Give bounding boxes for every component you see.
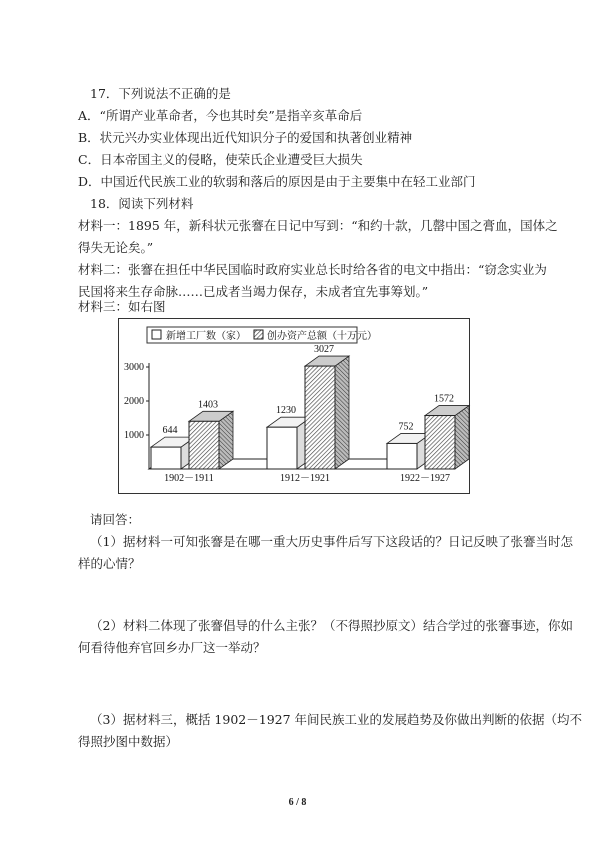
y-tick-label: 1000 (124, 430, 144, 441)
q17-option-a: A．“所谓产业革命者，今也其时矣”是指辛亥革命后 (78, 108, 363, 123)
y-tick-label: 3000 (124, 362, 144, 373)
bar-value-label: 3027 (314, 344, 334, 356)
material-3-label: 材料三：如右图 (78, 299, 166, 314)
y-tick-label: 2000 (124, 396, 144, 407)
bar-value-label: 644 (162, 425, 178, 437)
q17-option-b: B．状元兴办实业体现出近代知识分子的爱国和执著创业精神 (78, 130, 413, 145)
part-2-line-1: （2）材料二体现了张謇倡导的什么主张？（不得照抄原文）结合学过的张謇事迹，你如 (90, 618, 573, 633)
bar-value-label: 1230 (276, 405, 296, 417)
x-tick-label: 1902－1911 (164, 473, 214, 484)
part-1-line-2: 样的心情？ (78, 556, 141, 571)
bar-value-label: 752 (398, 421, 414, 433)
legend-swatch-factories (152, 330, 161, 339)
q17-stem: 17．下列说法不正确的是 (90, 86, 231, 101)
material-1-line-1: 材料一：1895 年，新科状元张謇在日记中写到：“和约十款，几罄中国之膏血，国体之 (78, 218, 558, 233)
material-2-line-2: 民国将来生存命脉……已成者当竭力保存，未成者宜先事筹划。” (78, 284, 429, 299)
q17-option-c: C．日本帝国主义的侵略，使荣氏企业遭受巨大损失 (78, 152, 363, 167)
page-number: 6 / 8 (288, 797, 307, 808)
bar-side (335, 356, 349, 469)
bar-side (455, 406, 469, 469)
part-1-line-1: （1）据材料一可知张謇是在哪一重大历史事件后写下这段话的？日记反映了张謇当时怎 (90, 534, 573, 549)
factory-chart-svg (119, 319, 471, 495)
part-3-line-2: 得照抄图中数据） (78, 734, 179, 749)
bar (425, 416, 455, 469)
part-3-line-1: （3）据材料三，概括 1902－1927 年间民族工业的发展趋势及你做出判断的依据（均不 (90, 712, 583, 727)
bar (387, 443, 417, 469)
bar (151, 447, 181, 469)
q18-stem: 18．阅读下列材料 (90, 196, 194, 211)
part-2-line-2: 何看待他弃官回乡办厂这一举动？ (78, 640, 266, 655)
legend-swatch-capital (254, 330, 263, 339)
bar-value-label: 1403 (198, 399, 218, 411)
bar (267, 427, 297, 469)
bar (305, 366, 335, 469)
answer-prompt: 请回答： (90, 512, 141, 527)
legend-label-factories: 新增工厂数（家） (166, 331, 246, 342)
q17-option-d: D．中国近代民族工业的软弱和落后的原因是由于主要集中在轻工业部门 (78, 174, 476, 189)
material-1-line-2: 得失无论矣。” (78, 240, 154, 255)
bar (189, 421, 219, 469)
legend-label-capital: 创办资产总额（十万元） (267, 331, 377, 342)
bar-value-label: 1572 (434, 393, 454, 405)
factory-chart (118, 318, 470, 494)
x-tick-label: 1922－1927 (400, 473, 450, 484)
material-2-line-1: 材料二：张謇在担任中华民国临时政府实业总长时给各省的电文中指出：“窃念实业为 (78, 262, 547, 277)
x-tick-label: 1912－1921 (280, 473, 330, 484)
